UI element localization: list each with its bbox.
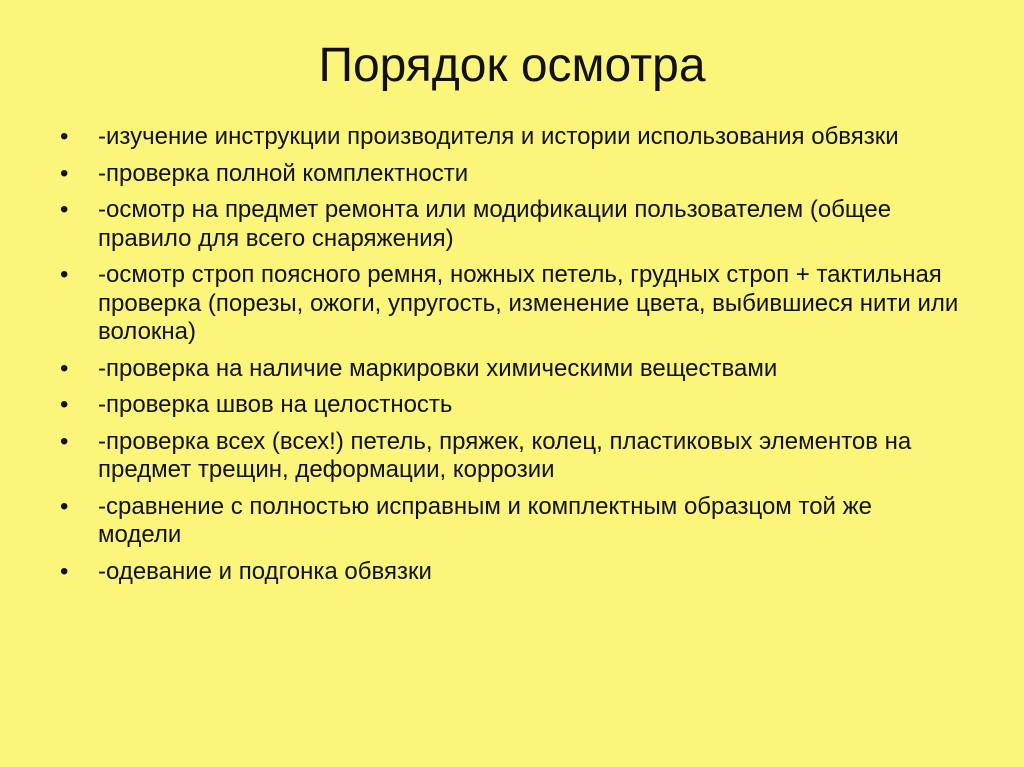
list-item-text: -проверка полной комплектности: [98, 159, 469, 187]
list-item: [60, 160, 960, 189]
bullet-icon: •: [60, 391, 69, 418]
bullet-icon: •: [60, 261, 69, 288]
bullet-icon: •: [60, 354, 69, 382]
list-item: [60, 261, 960, 347]
list-item: [60, 558, 960, 587]
bullet-list: [60, 123, 960, 594]
list-item-text: -проверка швов на целостность: [98, 391, 453, 418]
list-item: [60, 493, 960, 550]
list-item-text: -проверка на наличие маркировки химическими веществами: [98, 354, 778, 382]
list-item: [60, 123, 960, 152]
list-item: [60, 428, 960, 485]
list-item-text: -одевание и подгонка обвязки: [98, 557, 432, 585]
bullet-icon: •: [60, 159, 69, 187]
bullet-icon: •: [60, 492, 69, 520]
list-item-text: -изучение инструкции производителя и истории использования обвязки: [98, 123, 899, 150]
bullet-icon: •: [60, 427, 69, 455]
list-item: [60, 355, 960, 384]
list-item-text: -сравнение с полностью исправным и комплектным образцом той же модели: [98, 492, 873, 548]
bullet-icon: •: [60, 196, 69, 223]
bullet-icon: •: [60, 557, 69, 585]
list-item-text: -проверка всех (всех!) петель, пряжек, колец, пластиковых элементов на предмет трещин, деформации, коррозии: [98, 427, 912, 483]
list-item: [60, 391, 960, 420]
list-item: [60, 196, 960, 253]
list-item-text: -осмотр на предмет ремонта или модификации пользователем (общее правило для всего снаряжения): [98, 196, 892, 252]
bullet-icon: •: [60, 123, 69, 150]
slide-title: Порядок осмотра: [318, 39, 706, 92]
list-item-text: -осмотр строп поясного ремня, ножных петель, грудных строп + тактильная проверка (порезы, ожоги, упругость, изменение цвета, выбившиеся нити или волокна): [98, 261, 959, 345]
